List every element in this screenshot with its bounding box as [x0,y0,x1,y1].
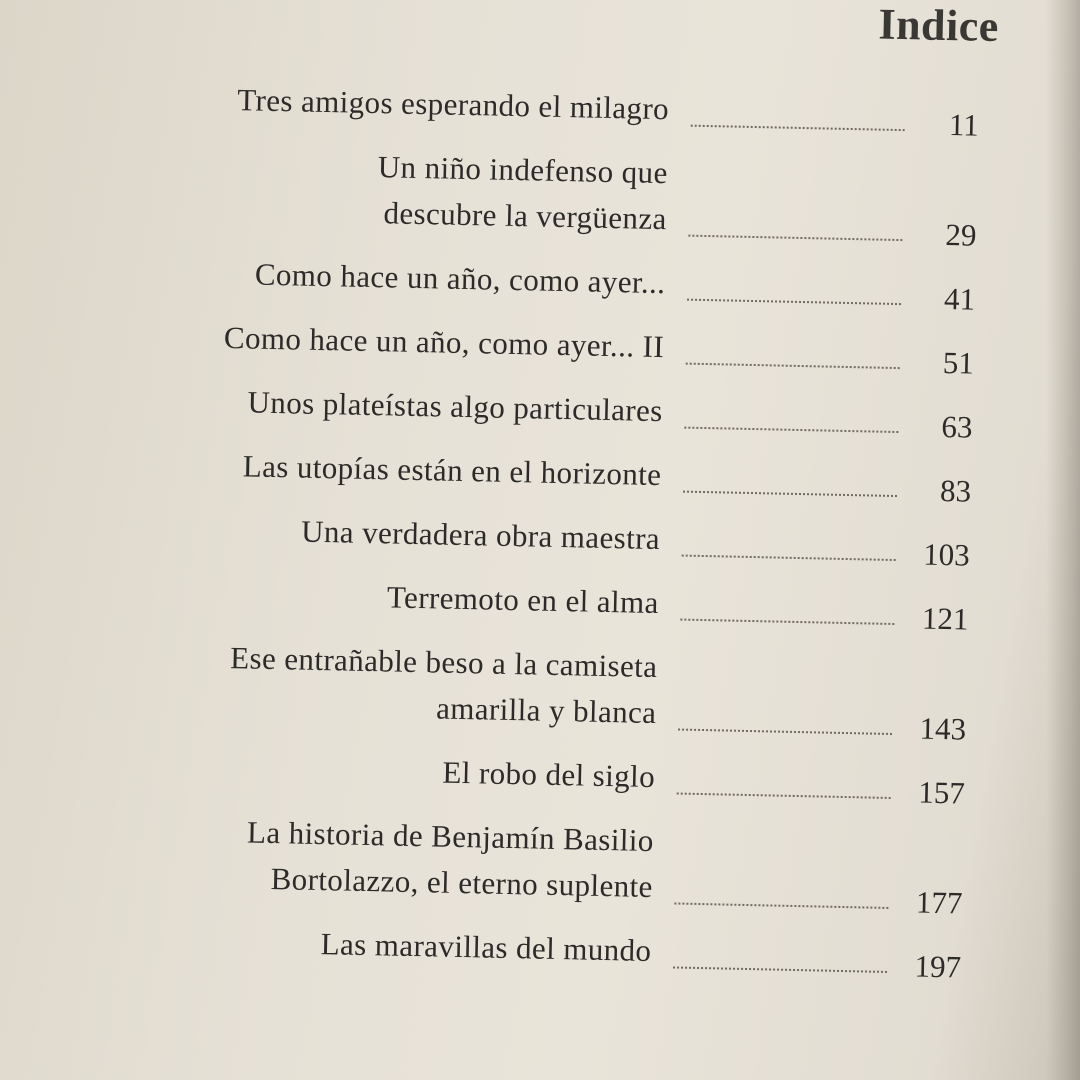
toc-entry [168,570,969,637]
toc-entry-page-number: 41 [943,280,976,317]
dot-leader [687,299,901,305]
toc-entry-page-number: 51 [942,344,975,381]
dot-leader [677,793,891,799]
toc-entry-page-number: 103 [922,536,971,573]
toc-entry [176,140,978,253]
toc-entry-page-number: 121 [921,600,969,637]
toc-entry-page-number: 11 [948,107,980,143]
toc-entry [170,506,971,573]
toc-entry [171,442,972,509]
toc-entry [162,808,964,921]
toc-entry-title: Ese entrañable beso a la camiseta amarilla y blanca [229,640,658,731]
toc-entry-title: Como hace un año, como ayer... II [223,319,665,365]
dot-leader [688,235,902,241]
dot-leader [682,555,896,561]
dot-leader [674,902,888,908]
toc-entry-page-number: 83 [939,472,972,509]
dot-leader [683,491,897,497]
toc-entry-title: La historia de Benjamín Basilio Bortolazzo, el eterno suplente [246,814,655,905]
toc-entry [172,378,973,445]
toc-entry-title: El robo del siglo [442,754,656,795]
toc-entry-title: Unos plateístas algo particulares [247,384,664,429]
toc-entry-title: Como hace un año, como ayer... [254,256,666,301]
dot-leader [686,363,900,369]
toc-entry [175,250,976,317]
dot-leader [684,427,898,433]
toc-entry-title: Un niño indefenso que descubre la vergüenza [377,149,669,237]
dot-leader [680,619,894,625]
toc-entry [166,634,968,747]
toc-entry-page-number: 197 [914,948,962,985]
toc-entry [161,918,962,985]
toc-entry-title: Una verdadera obra maestra [300,513,661,557]
toc-entry-title: Terremoto en el alma [386,579,660,621]
toc-entry-title: Tres amigos esperando el milagro [236,82,670,127]
toc-entry-title: Las maravillas del mundo [320,926,652,969]
toc-entry-page-number: 177 [915,884,963,921]
dot-leader [691,125,905,131]
toc-entry [179,76,980,143]
toc-entry-page-number: 143 [919,710,967,747]
toc-entry-title: Las utopías están en el horizonte [242,448,662,493]
dot-leader [673,966,887,972]
toc-entry [165,744,966,811]
toc-entry-page-number: 29 [945,217,977,253]
toc-entry-page-number: 63 [941,408,973,445]
page-title: Indice [878,0,1000,52]
dot-leader [678,729,892,735]
toc-entry [174,314,975,381]
toc-entry-page-number: 157 [917,774,966,811]
table-of-contents [161,76,980,999]
